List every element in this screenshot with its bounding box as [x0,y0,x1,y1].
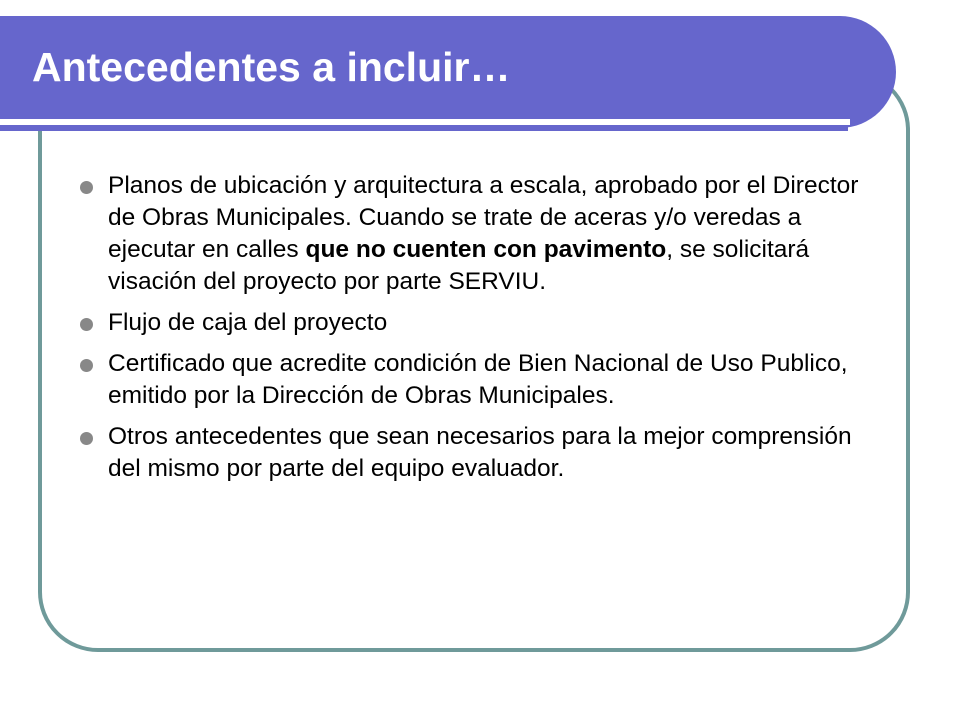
bullet-item-flujo [80,307,860,339]
bullet-dot-icon [80,359,93,372]
bullet-text-part: Planos de ubicación y arquitectura a escala, aprobado por el Director de Obras Municipales. Cuando se trate de aceras y/o veredas a ejecutar en calles [108,172,859,263]
title-underline [0,126,848,131]
bullet-item-otros [80,421,860,485]
bullet-dot-icon [80,432,93,445]
bullet-item-planos [80,170,860,298]
bullet-text-bold: que no cuenten con pavimento [305,236,667,263]
title-gap [0,119,850,125]
bullet-text [108,172,858,295]
bullet-text: Flujo de caja del proyecto [108,309,388,336]
bullet-text: Certificado que acredite condición de Bien Nacional de Uso Publico, emitido por la Dirección de Obras Municipales. [108,350,848,409]
bullet-item-certificado [80,348,860,412]
bullet-text: Otros antecedentes que sean necesarios para la mejor comprensión del mismo por parte del equipo evaluador. [108,423,852,482]
bullet-text-part: , se solicitará visación del proyecto por parte SERVIU. [108,236,810,295]
bullet-dot-icon [80,318,93,331]
slide-title: Antecedentes a incluir… [32,44,511,90]
bullet-list [80,170,860,494]
bullet-dot-icon [80,181,93,194]
